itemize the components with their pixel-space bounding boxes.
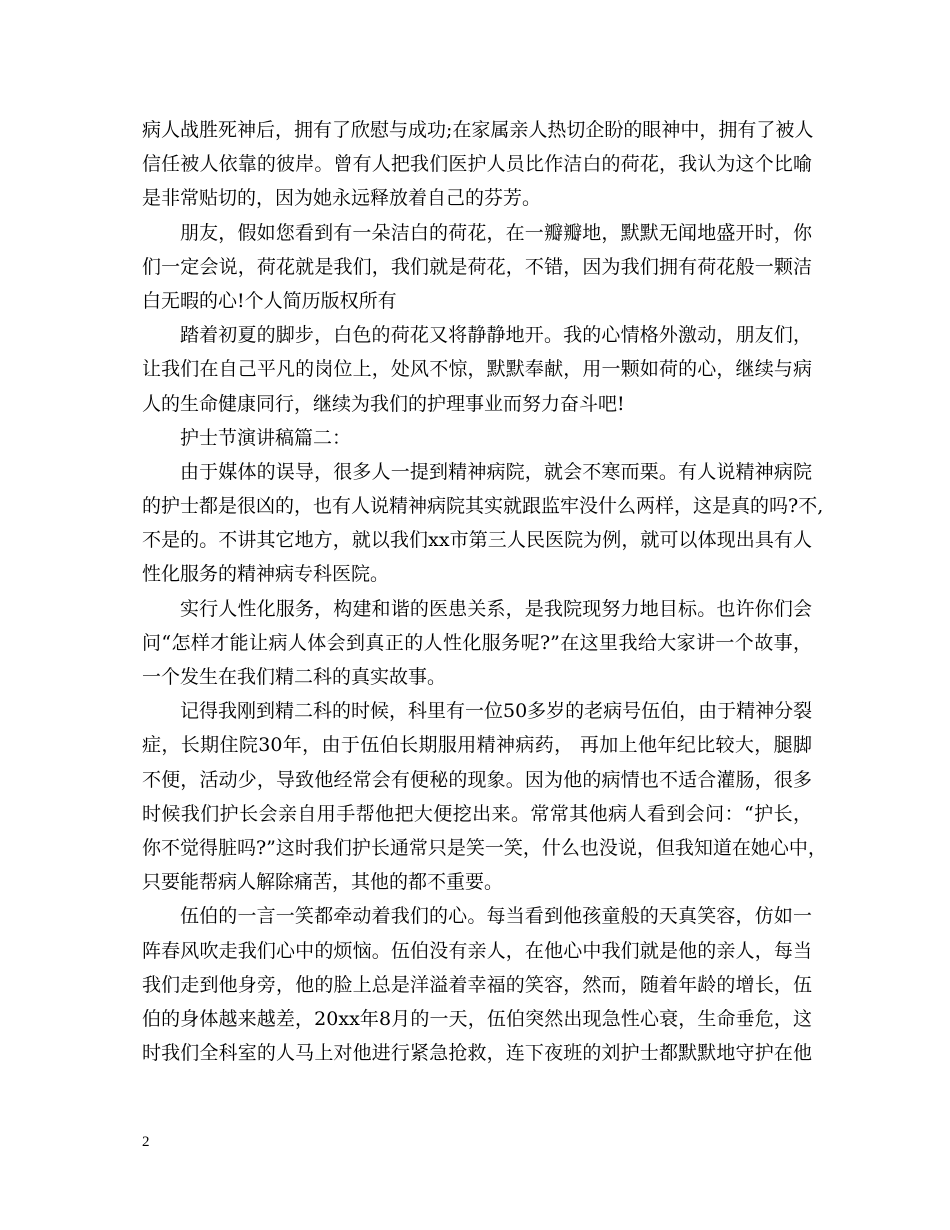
text-line: 是非常贴切的，因为她永远释放着自己的芬芳。 <box>142 187 542 210</box>
text-line: 由于媒体的误导，很多人一提到精神病院，就会不寒而栗。有人说精神病院 <box>180 460 812 483</box>
text-line: 阵春风吹走我们心中的烦恼。伍伯没有亲人，在他心中我们就是他的亲人，每当 <box>142 939 812 962</box>
text-line: 你不觉得脏吗?”这时我们护长通常只是笑一笑，什么也没说，但我知道在她心中， <box>142 836 827 859</box>
text-line: 只要能帮病人解除痛苦，其他的都不重要。 <box>142 871 504 894</box>
text-line: 伯的身体越来越差，20xx年8月的一天，伍伯突然出现急性心衰，生命垂危，这 <box>142 1007 812 1030</box>
text-line: 问“怎样才能让病人体会到真正的人性化服务呢?”在这里我给大家讲一个故事， <box>142 631 812 654</box>
text-line: 们一定会说，荷花就是我们，我们就是荷花，不错，因为我们拥有荷花般一颗洁 <box>142 255 812 278</box>
page-number: 2 <box>142 1134 150 1150</box>
text-line: 不是的。不讲其它地方，就以我们xx市第三人民医院为例，就可以体现出具有人 <box>142 529 812 552</box>
text-line: 的护士都是很凶的，也有人说精神病院其实就跟监牢没什么两样，这是真的吗?不, <box>142 495 824 518</box>
text-line: 时我们全科室的人马上对他进行紧急抢救，连下夜班的刘护士都默默地守护在他 <box>142 1042 812 1065</box>
text-line: 护士节演讲稿篇二： <box>180 426 352 449</box>
text-line: 时候我们护长会亲自用手帮他把大便挖出来。常常其他病人看到会问：“护长， <box>142 802 812 825</box>
text-line: 让我们在自己平凡的岗位上，处风不惊，默默奉献，用一颗如荷的心，继续与病 <box>142 358 812 381</box>
text-line: 性化服务的精神病专科医院。 <box>142 563 390 586</box>
text-line: 伍伯的一言一笑都牵动着我们的心。每当看到他孩童般的天真笑容，仿如一 <box>180 905 812 928</box>
text-line: 一个发生在我们精二科的真实故事。 <box>142 666 447 688</box>
text-line: 信任被人依靠的彼岸。曾有人把我们医护人员比作洁白的荷花，我认为这个比喻 <box>142 153 812 176</box>
text-line: 白无暇的心!个人简历版权所有 <box>142 289 397 312</box>
text-line: 我们走到他身旁，他的脸上总是洋溢着幸福的笑容，然而，随着年龄的增长，伍 <box>142 973 812 996</box>
text-line: 症，长期住院30年，由于伍伯长期服用精神病药， 再加上他年纪比较大，腿脚 <box>142 734 812 757</box>
text-line: 病人战胜死神后，拥有了欣慰与成功;在家属亲人热切企盼的眼神中，拥有了被人 <box>142 119 814 141</box>
text-line: 朋友，假如您看到有一朵洁白的荷花，在一瓣瓣地，默默无闻地盛开时，你 <box>180 221 812 244</box>
text-line: 记得我刚到精二科的时候，科里有一位50多岁的老病号伍伯，由于精神分裂 <box>180 700 813 723</box>
text-line: 不便，活动少，导致他经常会有便秘的现象。因为他的病情也不适合灌肠，很多 <box>142 768 812 791</box>
text-line: 实行人性化服务，构建和谐的医患关系，是我院现努力地目标。也许你们会 <box>180 597 812 620</box>
body-text <box>142 113 827 1070</box>
text-line: 人的生命健康同行，继续为我们的护理事业而努力奋斗吧! <box>142 392 625 415</box>
text-line: 踏着初夏的脚步，白色的荷花又将静静地开。我的心情格外激动，朋友们， <box>180 324 812 347</box>
